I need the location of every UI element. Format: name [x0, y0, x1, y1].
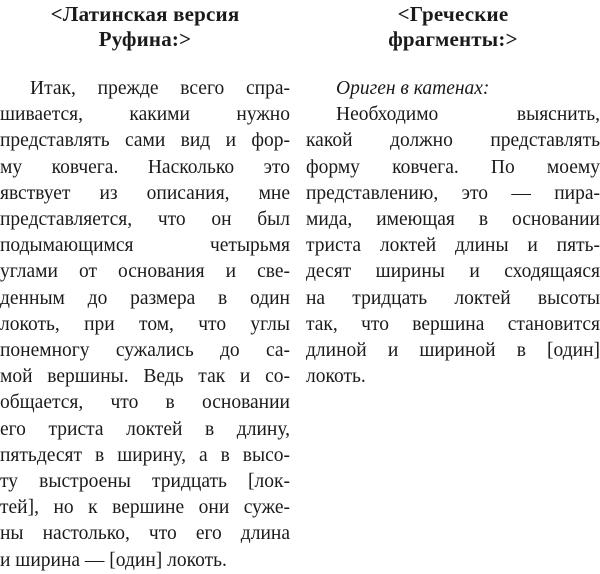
heading-line: Руфина:>: [98, 27, 192, 51]
text-line: длиной и шириной в [один]: [306, 340, 600, 362]
text-line: Итак, прежде всего спра-: [30, 78, 290, 99]
text-line: тей], но к вершине они суже-: [0, 497, 290, 519]
text-line: понемногу сужались до са-: [0, 340, 290, 362]
text-line: шивается, какими нужно: [0, 104, 290, 126]
text-line: форму ковчега. По моему: [306, 156, 600, 178]
text-line: углами от основания и све-: [0, 261, 290, 283]
text-line: десят ширины и сходящаяся: [306, 261, 600, 283]
text-line: представлять сами вид и фор-: [0, 130, 290, 152]
latin-version-heading: [0, 0, 290, 52]
source-label: Ориген в катенах:: [336, 78, 490, 99]
text-line: мой вершины. Ведь так и со-: [0, 366, 290, 388]
text-line: на тридцать локтей высоты: [306, 287, 600, 309]
heading-line: <Греческие: [397, 2, 509, 26]
text-line: какой должно представлять: [306, 130, 600, 152]
latin-version-text: [0, 76, 290, 574]
heading-line: <Латинская версия: [50, 2, 240, 26]
text-line: подымающимся четырьмя: [0, 235, 290, 257]
text-line: локоть.: [306, 366, 366, 388]
greek-fragments-column: [306, 0, 600, 388]
text-line: мида, имеющая в основании: [306, 209, 600, 231]
text-line: пятьдесят в ширину, а в высо-: [0, 444, 290, 466]
text-line: локоть, при том, что углы: [0, 313, 290, 335]
text-line: общается, что в основании: [0, 392, 290, 414]
text-line: ту выстроены тридцать [лок-: [0, 471, 290, 493]
text-line: ны настолько, что его длина: [0, 523, 290, 545]
text-line: представляется, что он был: [0, 209, 290, 231]
latin-version-column: [0, 0, 290, 571]
text-line: представлению, это — пира-: [306, 182, 600, 204]
text-line: Необходимо выяснить,: [336, 104, 600, 126]
greek-fragments-heading: [306, 0, 600, 52]
text-line: денным до размера в один: [0, 287, 290, 309]
text-line: так, что вершина становится: [306, 313, 600, 335]
text-line: его триста локтей в длину,: [0, 418, 290, 440]
greek-fragments-text: [306, 76, 600, 390]
text-line: триста локтей длины и пять-: [306, 235, 600, 257]
text-line: и ширина — [один] локоть.: [0, 549, 227, 571]
text-line: явствует из описания, мне: [0, 182, 290, 204]
heading-line: фрагменты:>: [388, 27, 518, 51]
text-line: му ковчега. Насколько это: [0, 156, 290, 178]
